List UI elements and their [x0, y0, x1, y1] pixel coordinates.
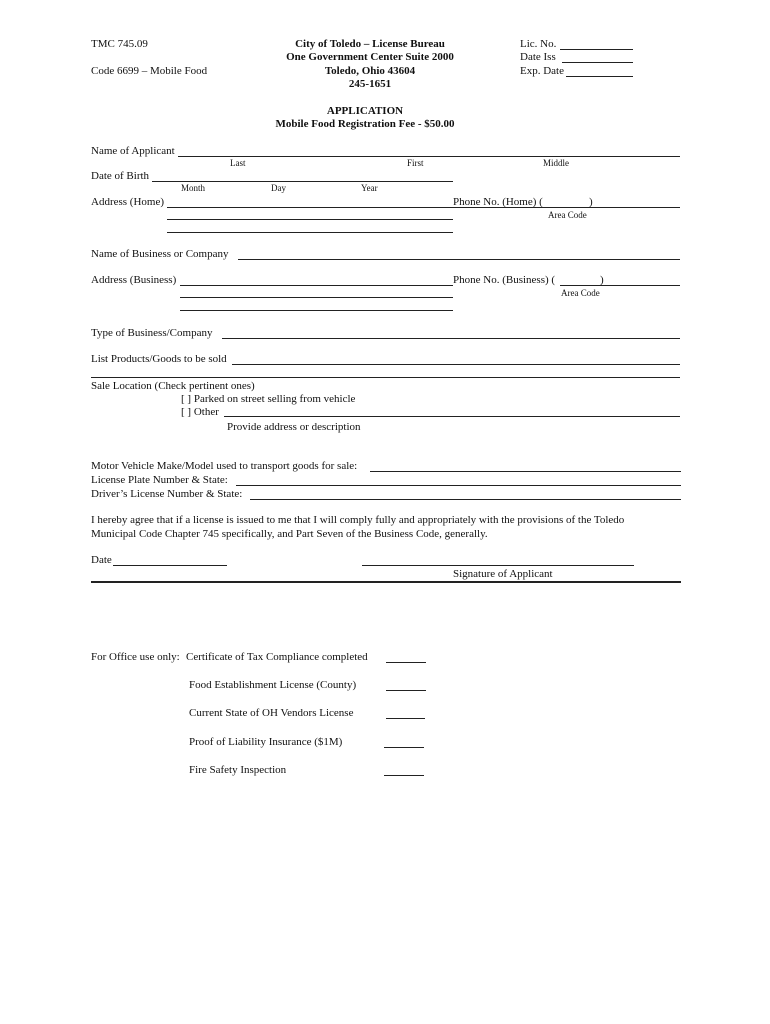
section-divider [91, 581, 681, 583]
drivers-license-field[interactable] [250, 499, 681, 500]
agreement-text-line1: I hereby agree that if a license is issued to me that I will comply fully and appropriately with the provisions of the Toledo [91, 514, 625, 526]
home-area-code-hint: Area Code [548, 210, 587, 220]
date-label: Date [91, 554, 112, 566]
home-phone-label: Phone No. (Home) ( [453, 196, 543, 208]
home-address-field-2[interactable] [167, 219, 453, 220]
form-title: APPLICATION [326, 105, 404, 117]
office-item-vendors-license: Current State of OH Vendors License [189, 707, 354, 719]
business-address-field-3[interactable] [180, 310, 453, 311]
vehicle-make-field[interactable] [370, 471, 681, 472]
products-field-2[interactable] [91, 377, 680, 378]
license-plate-label: License Plate Number & State: [91, 474, 228, 486]
date-iss-field[interactable] [562, 62, 633, 63]
lic-no-label: Lic. No. [520, 38, 557, 50]
other-location-hint: Provide address or description [227, 421, 361, 433]
name-last-hint: Last [230, 158, 246, 168]
bureau-name: City of Toledo – License Bureau [295, 38, 445, 50]
other-location-field[interactable] [224, 416, 680, 417]
signature-field[interactable] [362, 565, 634, 566]
drivers-license-label: Driver’s License Number & State: [91, 488, 243, 500]
business-name-field[interactable] [238, 259, 680, 260]
bureau-city: Toledo, Ohio 43604 [324, 65, 416, 77]
exp-date-label: Exp. Date [520, 65, 564, 77]
bureau-address: One Government Center Suite 2000 [286, 51, 454, 63]
other-location-checkbox[interactable]: [ ] Other [181, 406, 219, 418]
business-phone-field[interactable] [560, 285, 680, 286]
license-plate-field[interactable] [236, 485, 681, 486]
business-address-field-2[interactable] [180, 297, 453, 298]
applicant-name-field[interactable] [178, 156, 680, 157]
business-area-code-hint: Area Code [561, 288, 600, 298]
office-check-vendors-license[interactable] [386, 718, 425, 719]
business-type-field[interactable] [222, 338, 680, 339]
applicant-name-label: Name of Applicant [91, 145, 175, 157]
form-subtitle: Mobile Food Registration Fee - $50.00 [275, 118, 455, 130]
dob-field[interactable] [152, 181, 453, 182]
dob-label: Date of Birth [91, 170, 150, 182]
office-item-liability-insurance: Proof of Liability Insurance ($1M) [189, 736, 343, 748]
office-check-liability-insurance[interactable] [384, 747, 424, 748]
business-phone-paren: ) [600, 274, 604, 286]
date-iss-label: Date Iss [520, 51, 556, 63]
dob-month-hint: Month [181, 183, 206, 193]
date-field[interactable] [113, 565, 227, 566]
dob-day-hint: Day [271, 183, 286, 193]
code-mobile-food: Code 6699 – Mobile Food [91, 65, 208, 77]
bureau-phone: 245-1651 [348, 78, 392, 90]
business-name-label: Name of Business or Company [91, 248, 229, 260]
home-address-label: Address (Home) [91, 196, 165, 208]
office-use-label: For Office use only: [91, 651, 180, 663]
agreement-text-line2: Municipal Code Chapter 745 specifically, and Part Seven of the Business Code, generally. [91, 528, 488, 540]
products-field-1[interactable] [232, 364, 680, 365]
home-phone-paren: ) [589, 196, 593, 208]
sale-location-label: Sale Location (Check pertinent ones) [91, 380, 255, 392]
name-middle-hint: Middle [543, 158, 569, 168]
home-phone-field[interactable] [453, 207, 680, 208]
home-address-field-1[interactable] [167, 207, 453, 208]
office-check-food-establishment[interactable] [386, 690, 426, 691]
office-check-fire-safety[interactable] [384, 775, 424, 776]
business-address-field-1[interactable] [180, 285, 453, 286]
tmc-code: TMC 745.09 [91, 38, 148, 50]
office-item-food-establishment: Food Establishment License (County) [189, 679, 357, 691]
lic-no-field[interactable] [560, 49, 633, 50]
business-address-label: Address (Business) [91, 274, 177, 286]
dob-year-hint: Year [361, 183, 378, 193]
signature-label: Signature of Applicant [453, 568, 553, 580]
vehicle-make-label: Motor Vehicle Make/Model used to transport goods for sale: [91, 460, 358, 472]
office-check-tax-compliance[interactable] [386, 662, 426, 663]
business-type-label: Type of Business/Company [91, 327, 213, 339]
parked-on-street-checkbox[interactable]: [ ] Parked on street selling from vehicle [181, 393, 356, 405]
office-item-tax-compliance: Certificate of Tax Compliance completed [186, 651, 368, 663]
home-address-field-3[interactable] [167, 232, 453, 233]
business-phone-label: Phone No. (Business) ( [453, 274, 556, 286]
office-item-fire-safety: Fire Safety Inspection [189, 764, 287, 776]
exp-date-field[interactable] [566, 76, 633, 77]
name-first-hint: First [407, 158, 424, 168]
products-label: List Products/Goods to be sold [91, 353, 227, 365]
